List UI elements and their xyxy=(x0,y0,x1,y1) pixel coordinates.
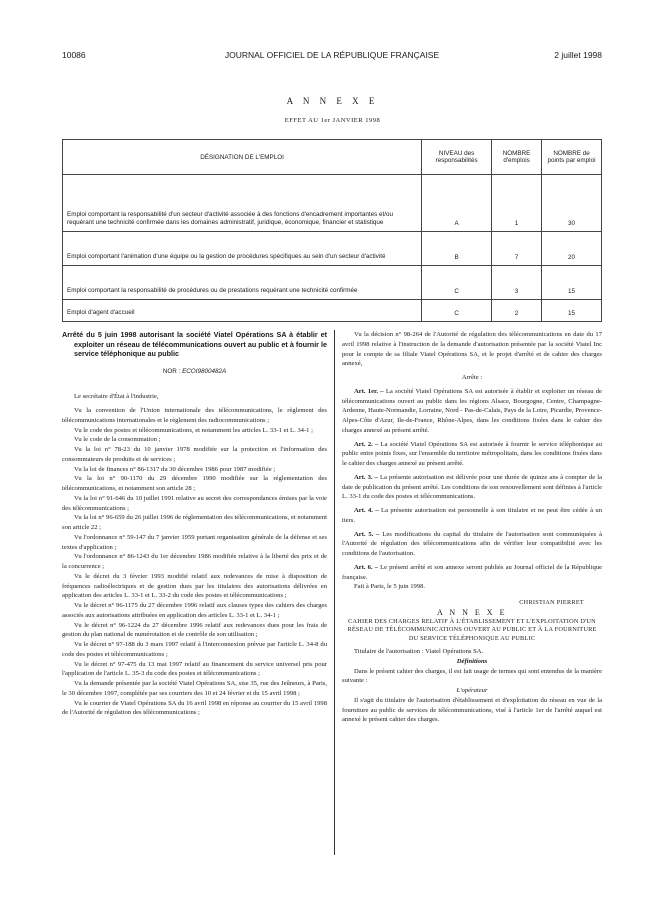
visa-paragraph: Vu le décret du 3 février 1993 modifié relatif aux redevances de mise à disposition de fréquences radioélectriques et de gestion dues par les titulaires des autorisations délivrées en application des articles L. 33-1 et L. 33-2 du code des postes et télécommunications ; xyxy=(62,572,327,600)
article-4 xyxy=(342,506,602,526)
article-text: Le présent arrêté et son annexe seront publiés au Journal officiel de la République française. xyxy=(342,563,602,581)
left-column xyxy=(62,330,327,718)
nor-label: NOR : xyxy=(162,367,183,375)
employment-table xyxy=(62,139,602,322)
row-points: 15 xyxy=(542,266,602,300)
row-points: 15 xyxy=(542,300,602,322)
visa-paragraph: Vu la décision n° 98-264 de l'Autorité de régulation des télécommunications en date du 17 avril 1998 relative à l'instruction de la demande d'autorisation présentée par la société Viatel Inc pour le compte de sa filiale Viatel Opérations SA, et le projet d'arrêté et de cahier des charges annexé, xyxy=(342,331,602,368)
definitions-text: Dans le présent cahier des charges, il est fait usage de termes qui sont entendus de la manière suivante : xyxy=(342,667,602,685)
article-text: Les modifications du capital du titulaire de l'autorisation sont communiquées à l'Autorité de régulation des télécommunications afin de vérifier leur compatibilité avec les conditions de l'autorisation. xyxy=(342,530,603,557)
column-divider xyxy=(334,330,335,855)
visa-paragraph: Vu le code des postes et télécommunications, et notamment les articles L. 33-1 et L. 34-1 ; xyxy=(74,426,313,434)
row-count: 7 xyxy=(492,232,542,266)
table-row xyxy=(63,266,602,300)
visa-paragraph: Vu la loi n° 90-1170 du 29 décembre 1990 modifiée sur la réglementation des télécommunications, et notamment son article 28 ; xyxy=(62,475,327,492)
table-row xyxy=(63,300,602,322)
header-count: NOMBRE d'emplois xyxy=(492,140,542,175)
done-at: Fait à Paris, le 5 juin 1998. xyxy=(354,583,426,591)
signatory-intro: Le secrétaire d'État à l'industrie, xyxy=(74,393,159,401)
row-count: 3 xyxy=(492,266,542,300)
row-level: C xyxy=(422,266,492,300)
issue-date: 2 juillet 1998 xyxy=(554,50,602,60)
row-designation: Emploi d'agent d'accueil xyxy=(63,300,422,322)
visa-paragraph: Vu la loi n° 91-646 du 10 juillet 1991 relative au secret des correspondances émises par la voie des télécommunications ; xyxy=(62,494,327,512)
visa-paragraph: Vu le décret n° 97-188 du 3 mars 1997 relatif à l'interconnexion prévue par l'article L. 34-8 du code des postes et télécommunications ; xyxy=(62,641,327,658)
definitions-heading: Définitions xyxy=(456,657,488,665)
visa-paragraph: Vu la loi de finances n° 86-1317 du 30 décembre 1986 pour 1987 modifiée ; xyxy=(74,465,276,473)
row-designation: Emploi comportant la responsabilité d'un secteur d'activité associée à des fonctions d'encadrement importantes et/ou requérant une technicité confirmée dans les domaines administratif, juridique, économique, financier et statistique xyxy=(63,175,422,232)
arrete-label: Arrête : xyxy=(461,374,483,381)
article-2 xyxy=(342,440,602,469)
visa-paragraph: Vu la loi n° 78-23 du 10 janvier 1978 modifiée sur la protection et l'information des consommateurs de produits et de services ; xyxy=(62,446,327,463)
arrete-title: Arrêté du 5 juin 1998 autorisant la société Viatel Opérations SA à établir et exploiter un réseau de télécommunications ouvert au public et à fournir le service téléphonique au public xyxy=(62,330,327,358)
article-label: Art. 3. – xyxy=(354,473,378,481)
article-text: La présente autorisation est personnelle à son titulaire et ne peut être cédée à un tiers. xyxy=(342,507,603,524)
annex-subtitle: EFFET AU 1er JANVIER 1998 xyxy=(284,117,381,124)
article-label: Art. 4. – xyxy=(354,507,379,514)
article-label: Art. 6. – xyxy=(354,563,378,571)
titulaire: Titulaire de l'autorisation : Viatel Opérations SA. xyxy=(354,648,484,655)
article-text: La société Viatel Opérations SA est autorisée à fournir le service téléphonique au public entre points fixes, sur l'ensemble du territoire métropolitain, dans les conditions fixées dans le cahier des charges annexé au présent arrêté. xyxy=(342,440,602,467)
row-level: B xyxy=(422,232,492,266)
signature: CHRISTIAN PIERRET xyxy=(519,599,584,606)
article-label: Art. 1er. – xyxy=(354,387,384,395)
visa-paragraph: Vu le décret n° 96-1224 du 27 décembre 1996 relatif aux redevances dues pour les frais de gestion du plan national de numérotation et de contrôle de son utilisation ; xyxy=(62,621,327,639)
article-text: La présente autorisation est délivrée pour une durée de quinze ans à compter de la date de publication du présent arrêté. Les conditions de son renouvellement sont définies à l'article L. 33-1 du code des postes et télécommunications. xyxy=(342,473,603,501)
table-row xyxy=(63,175,602,232)
row-designation: Emploi comportant la responsabilité de procédures ou de prestations requérant une technicité confirmée xyxy=(63,266,422,300)
visa-paragraph: Vu la demande présentée par la société Viatel Opérations SA, sise 35, rue des Jeûneurs, à Paris, le 30 décembre 1997, complétée par ses courriers des 10 et 24 février et du 15 avril 1998 ; xyxy=(62,680,327,697)
article-1 xyxy=(342,387,602,436)
article-text: La société Viatel Opérations SA est autorisée à établir et exploiter un réseau de télécommunications ouvert au public dans les régions Alsace, Bourgogne, Centre, Champagne-Ardenne, Haute-Normandie, Lorraine, Nord - Pas-de-Calais, Pays de la Loire, Picardie, Provence-Alpes-Côte d'Azur, Ile-de-France, Rhône-Alpes, dans les conditions fixées dans le cahier des charges annexé au présent arrêté. xyxy=(342,387,602,434)
table-row xyxy=(63,232,602,266)
article-6 xyxy=(342,563,602,583)
article-label: Art. 2. – xyxy=(354,440,379,448)
visa-paragraph: Vu la convention de l'Union internationale des télécommunications, le règlement des télécommunications internationales et le règlement des radiocommunications ; xyxy=(62,407,327,424)
row-level: C xyxy=(422,300,492,322)
header-level: NIVEAU des responsabilités xyxy=(422,140,492,175)
visa-paragraph: Vu l'ordonnance n° 86-1243 du 1er décembre 1986 modifiée relative à la liberté des prix et de la concurrence ; xyxy=(62,553,327,570)
cahier-title: CAHIER DES CHARGES RELATIF À L'ÉTABLISSEMENT ET L'EXPLOITATION D'UN RÉSEAU DE TÉLÉCOMMUNICATIONS OUVERT AU PUBLIC ET À LA FOURNITURE DU SERVICE TÉLÉPHONIQUE AU PUBLIC xyxy=(347,617,597,642)
row-count: 1 xyxy=(492,175,542,232)
row-points: 30 xyxy=(542,175,602,232)
annex-title: A N N E X E xyxy=(286,96,379,106)
article-5 xyxy=(342,530,602,559)
row-level: A xyxy=(422,175,492,232)
visa-paragraph: Vu le code de la consommation ; xyxy=(74,436,161,444)
row-count: 2 xyxy=(492,300,542,322)
row-designation: Emploi comportant l'animation d'une équipe ou la gestion de procédures spécifiques au sein d'un secteur d'activité xyxy=(63,232,422,266)
annex2-title: A N N E X E xyxy=(437,607,507,617)
visa-paragraph: Vu la loi n° 96-659 du 26 juillet 1996 de réglementation des télécommunications, et notamment son article 22 ; xyxy=(62,514,327,531)
visa-paragraph: Vu le décret n° 97-475 du 13 mai 1997 relatif au financement du service universel pris pour l'application de l'article L. 35-3 du code des postes et télécommunications ; xyxy=(62,660,327,678)
header-designation: DÉSIGNATION DE L'EMPLOI xyxy=(63,140,422,175)
journal-title: JOURNAL OFFICIEL DE LA RÉPUBLIQUE FRANÇAISE xyxy=(224,50,440,60)
header-points: NOMBRE de points par emploi xyxy=(542,140,602,175)
nor-value: ECOI9800482A xyxy=(182,367,227,375)
article-label: Art. 5. – xyxy=(354,530,380,538)
visa-paragraph: Vu le décret n° 96-1175 du 27 décembre 1996 relatif aux clauses types des cahiers des charges associés aux autorisations attribuées en application des articles L. 33-1 et L. 34-1 ; xyxy=(62,602,327,619)
operateur-heading: L'opérateur xyxy=(456,687,488,694)
page-number: 10086 xyxy=(62,50,86,60)
row-points: 20 xyxy=(542,232,602,266)
article-3 xyxy=(342,473,602,502)
right-column xyxy=(342,330,602,725)
table-header-row xyxy=(63,140,602,175)
visa-paragraph: Vu l'ordonnance n° 59-147 du 7 janvier 1959 portant organisation générale de la défense et ses textes d'application ; xyxy=(62,533,327,551)
visa-paragraph: Vu le courrier de Viatel Opérations SA du 16 avril 1998 en réponse au courrier du 15 avril 1998 de l'Autorité de régulation des télécommunications ; xyxy=(62,699,327,717)
operateur-text: Il s'agit du titulaire de l'autorisation d'établissement et d'exploitation du réseau en vue de la fourniture au public de services de télécommunications, visé à l'article 1er de l'arrêté auquel est annexé le présent cahier des charges. xyxy=(342,696,602,724)
nor-reference xyxy=(62,367,327,377)
